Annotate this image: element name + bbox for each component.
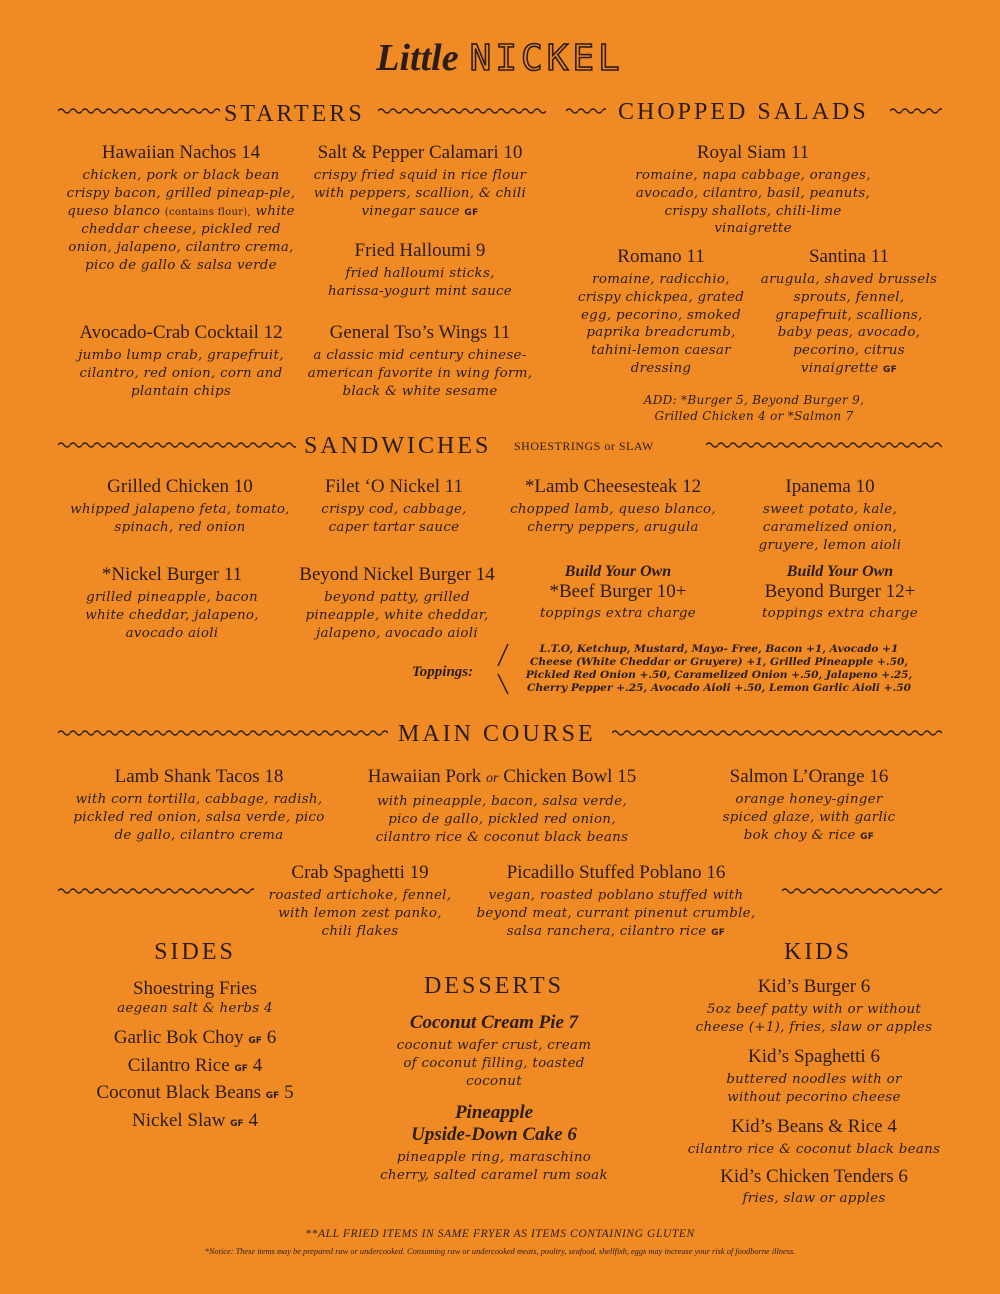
divider (612, 728, 942, 738)
item-description (470, 887, 762, 942)
divider (58, 106, 220, 116)
divider (706, 440, 942, 450)
item-name: Beyond Nickel Burger 14 (299, 564, 495, 585)
item-name: Salt & Pepper Calamari 10 (317, 142, 523, 163)
item-description (302, 167, 538, 222)
divider (566, 106, 606, 116)
item-description: jumbo lump crab, grapefruit, cilantro, red onion, corn and plantain chips (78, 348, 284, 399)
menu-item (72, 564, 272, 642)
item-name: Crab Spaghetti 19 (291, 862, 429, 883)
item-description: with pineapple, bacon, salsa verde, pico de gallo, pickled red onion, cilantro rice & coconut black beans (375, 794, 629, 845)
dessert-item (362, 1102, 626, 1185)
divider (782, 886, 942, 896)
item-description: roasted artichoke, fennel, with lemon zest panko, chili flakes (268, 888, 452, 939)
item-name: Fried Halloumi 9 (354, 240, 486, 261)
item-name-part: Chicken Bowl 15 (498, 766, 637, 787)
item-description (712, 791, 906, 846)
kids-item (682, 1166, 946, 1208)
item-name: Upside-Down Cake 6 (411, 1124, 577, 1145)
item-name: *Beef Burger 10+ (549, 581, 687, 602)
item-name: Coconut Cream Pie 7 (409, 1012, 579, 1033)
item-name: Hawaiian Nachos 14 (101, 142, 261, 163)
menu-item (758, 246, 940, 380)
item-description: toppings extra charge (762, 606, 918, 621)
item-name (348, 766, 656, 790)
item-desc-part: chicken, pork or black bean crispy bacon, grilled pineap-ple, queso blanco (66, 168, 296, 219)
divider (58, 728, 388, 738)
item-name: Pineapple (454, 1102, 534, 1123)
item-desc-part: white cheddar cheese, pickled red onion, jalapeno, cilantro crema, pico de gallo & salsa verde (68, 203, 295, 273)
side-item (60, 978, 330, 1018)
logo-block: NICKEL (469, 38, 624, 79)
item-description: chopped lamb, queso blanco, cherry peppers, arugula (510, 502, 716, 535)
section-title-salads: CHOPPED SALADS (618, 99, 869, 125)
menu-item (742, 563, 938, 623)
item-name: Salmon L’Orange 16 (729, 766, 889, 787)
gf-badge: GF (464, 207, 479, 218)
menu-item (64, 766, 334, 844)
menu-item (348, 766, 656, 846)
item-name: Cilantro Rice (127, 1055, 230, 1076)
item-name: Santina 11 (808, 246, 890, 267)
item-price: 4 (248, 1110, 258, 1131)
section-title-kids: KIDS (783, 939, 852, 965)
item-description: romaine, radicchio, crispy chickpea, grated egg, pecorino, smoked paprika breadcrumb, tahini-lemon caesar dressing (577, 272, 745, 376)
salads-add-ons: ADD: *Burger 5, Beyond Burger 9, Grilled Chicken 4 or *Salmon 7 (643, 393, 865, 423)
gf-badge: GF (230, 1119, 244, 1129)
item-description (758, 271, 940, 380)
divider (58, 440, 296, 450)
item-name: Beyond Burger 12+ (764, 581, 916, 602)
item-script-label: Build Your Own (564, 563, 672, 580)
item-name: Garlic Bok Choy (113, 1027, 244, 1048)
item-description: grilled pineapple, bacon white cheddar, jalapeno, avocado aioli (85, 590, 259, 641)
item-price: 6 (266, 1027, 277, 1048)
side-item (60, 1110, 330, 1135)
item-price: 5 (284, 1082, 294, 1103)
item-name: Grilled Chicken 10 (107, 476, 253, 497)
item-description: aegean salt & herbs 4 (117, 1001, 273, 1016)
logo-script: Little (376, 37, 459, 79)
item-description: toppings extra charge (540, 606, 696, 621)
toppings-line: L.T.O, Ketchup, Mustard, Mayo- Free, Bacon +1, Avocado +1 (539, 643, 899, 655)
menu-item (302, 240, 538, 301)
item-name: Ipanema 10 (785, 476, 875, 497)
item-name-part: Hawaiian Pork (367, 766, 486, 787)
item-description: cilantro rice & coconut black beans (687, 1142, 941, 1157)
item-description: romaine, napa cabbage, oranges, avocado, cilantro, basil, peanuts, crispy shallots, chili-lime vinaigrette (635, 168, 871, 237)
item-name: Avocado-Crab Cocktail 12 (79, 322, 283, 343)
item-description: coconut wafer crust, cream of coconut filling, toasted coconut (396, 1038, 592, 1089)
item-name: Royal Siam 11 (696, 142, 810, 163)
side-item (60, 1082, 330, 1107)
dessert-item (370, 1012, 618, 1090)
section-title-main: MAIN COURSE (398, 721, 596, 747)
menu-item (712, 766, 906, 846)
item-desc-text: vegan, roasted poblano stuffed with beyond meat, currant pinenut crumble, salsa ranchera, cilantro rice (476, 888, 756, 939)
item-desc-text: orange honey-ginger spiced glaze, with garlic bok choy & rice (722, 792, 896, 843)
menu-item (302, 142, 538, 222)
item-name: Kid’s Beans & Rice 4 (731, 1116, 897, 1137)
kids-item (682, 1046, 946, 1107)
gf-badge: GF (711, 927, 726, 938)
item-description: crispy cod, cabbage, caper tartar sauce (321, 502, 467, 535)
side-item (60, 1055, 330, 1080)
gf-badge: GF (234, 1064, 248, 1074)
item-name: Picadillo Stuffed Poblano 16 (506, 862, 726, 883)
menu-item (298, 476, 490, 537)
item-name: Kid’s Spaghetti 6 (748, 1046, 880, 1067)
item-description: whipped jalapeno feta, tomato, spinach, red onion (70, 502, 290, 535)
section-title-sides: SIDES (154, 939, 236, 965)
toppings-line: Cheese (White Cheddar or Gruyere) +1, Grilled Pineapple +.50, (529, 656, 909, 668)
item-description (64, 167, 298, 275)
item-name: Lamb Shank Tacos 18 (114, 766, 284, 787)
item-name: Shoestring Fries (132, 978, 258, 999)
item-description: sweet potato, kale, caramelized onion, gruyere, lemon aioli (758, 502, 902, 553)
item-description: 5oz beef patty with or without cheese (+1), fries, slaw or apples (695, 1002, 933, 1035)
sandwiches-side-note: SHOESTRINGS or SLAW (514, 439, 654, 453)
menu-item (520, 563, 716, 623)
gf-badge: GF (248, 1036, 262, 1046)
item-name: *Nickel Burger 11 (101, 564, 243, 585)
item-description: with corn tortilla, cabbage, radish, pickled red onion, salsa verde, pico de gallo, cilantro crema (73, 792, 325, 843)
item-description: pineapple ring, maraschino cherry, salted caramel rum soak (380, 1150, 608, 1183)
item-description: buttered noodles with or without pecorino cheese (726, 1072, 902, 1105)
item-desc-text: arugula, shaved brussels sprouts, fennel, grapefruit, scallions, baby peas, avocado, pecorino, citrus vinaigrette (760, 272, 938, 376)
gf-badge: GF (265, 1091, 280, 1101)
item-name: Coconut Black Beans (96, 1082, 262, 1103)
menu-item (506, 476, 720, 537)
kids-item (682, 976, 946, 1037)
kids-item (672, 1116, 956, 1159)
menu-item (630, 142, 876, 238)
item-description: fries, slaw or apples (742, 1191, 886, 1206)
logo (0, 36, 1000, 80)
item-script-label: Build Your Own (786, 563, 894, 580)
toppings-label: Toppings: (412, 664, 474, 680)
divider (58, 886, 254, 896)
item-description: beyond patty, grilled pineapple, white cheddar, jalapeno, avocado aioli (305, 590, 489, 641)
item-name-or: or (486, 771, 499, 786)
divider (378, 106, 546, 116)
menu-item (66, 476, 294, 537)
item-price: 4 (252, 1055, 263, 1076)
item-name: Romano 11 (617, 246, 705, 267)
side-item (60, 1027, 330, 1052)
menu-item (286, 564, 508, 642)
gf-badge: GF (883, 364, 898, 375)
toppings-line: Pickled Red Onion +.50, Caramelized Onion +.50, Jalapeno +.25, (525, 669, 913, 681)
menu-item (64, 322, 298, 400)
menu-item (64, 142, 298, 275)
item-name: Nickel Slaw (132, 1110, 226, 1131)
menu-item (296, 322, 544, 400)
menu-item (470, 862, 762, 942)
menu-item (572, 246, 750, 378)
item-name: General Tso’s Wings 11 (329, 322, 511, 343)
item-desc-text: crispy fried squid in rice flour with peppers, scallion, & chili vinegar sauce (313, 168, 527, 219)
divider (890, 106, 942, 116)
item-name: Kid’s Chicken Tenders 6 (720, 1166, 908, 1187)
item-description: a classic mid century chinese-american favorite in wing form, black & white sesame (307, 348, 533, 399)
item-name: Filet ‘O Nickel 11 (324, 476, 464, 497)
item-description: fried halloumi sticks, harissa-yogurt mint sauce (327, 266, 513, 299)
section-title-sandwiches: SANDWICHES (304, 433, 492, 459)
item-note: (contains flour), (164, 206, 251, 218)
fryer-notice: **ALL FRIED ITEMS IN SAME FRYER AS ITEMS CONTAINING GLUTEN (305, 1228, 695, 1240)
gf-badge: GF (860, 831, 875, 842)
toppings-list (506, 643, 932, 695)
section-title-starters: STARTERS (224, 101, 365, 127)
item-name: Kid’s Burger 6 (757, 976, 871, 997)
menu-item (262, 862, 458, 940)
item-name: *Lamb Cheesesteak 12 (524, 476, 702, 497)
section-title-desserts: DESSERTS (424, 973, 564, 999)
raw-food-notice: *Notice: These items may be prepared raw or undercooked. Consuming raw or undercooked meats, poultry, seafood, shellfish, eggs may increase your risk of foodborne illness. (204, 1247, 796, 1256)
toppings-line: Cherry Pepper +.25, Avocado Aioli +.50, Lemon Garlic Aioli +.50 (527, 682, 911, 694)
menu-item (746, 476, 914, 554)
